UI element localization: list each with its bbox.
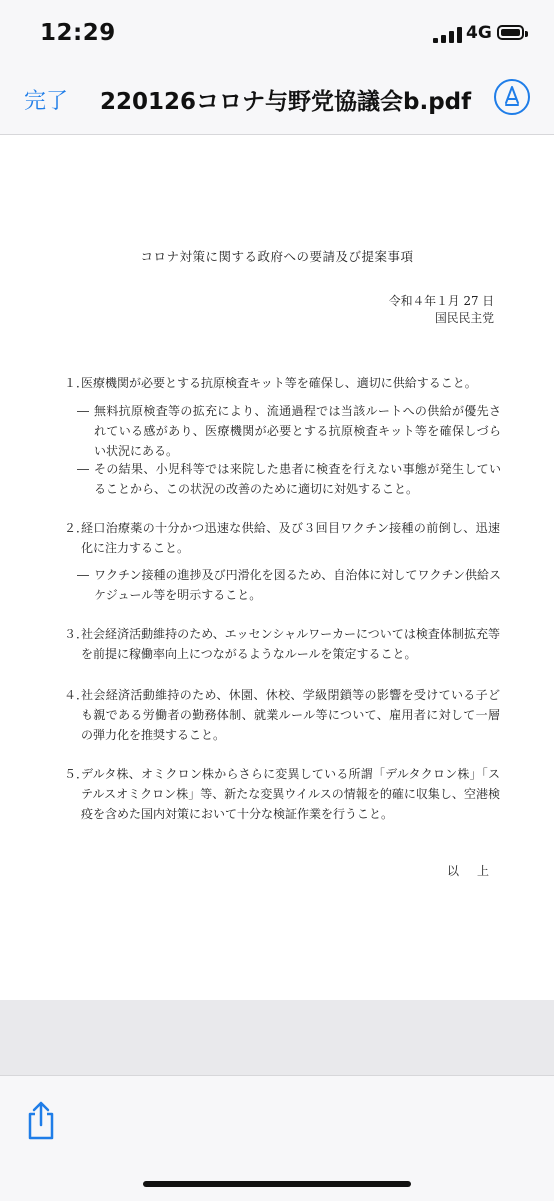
page-gap: [0, 1000, 554, 1075]
status-time: 12:29: [40, 20, 116, 46]
item-text: 経口治療薬の十分かつ迅速な供給、及び３回目ワクチン接種の前倒し、迅速化に注力すること。: [81, 521, 500, 555]
item-text: デルタ株、オミクロン株からさらに変異している所謂「デルタクロン株」「ステルスオミクロン株」等、新たな変異ウイルスの情報を的確に収集し、空港検疫を含めた国内対策において十分な検証作業を行うこと。: [81, 767, 500, 821]
document-filename: 220126コロナ与野党協議会b.pdf: [100, 89, 472, 115]
request-item: [64, 518, 500, 558]
sub-marker: ―: [77, 462, 89, 476]
markup-button[interactable]: [494, 79, 530, 115]
sub-marker: ―: [77, 404, 89, 418]
navigation-bar: [0, 66, 554, 135]
document-viewer[interactable]: [0, 135, 554, 1075]
document-author: 国民民主党: [435, 311, 494, 325]
share-button[interactable]: [25, 1100, 57, 1140]
bottom-toolbar: [0, 1075, 554, 1201]
item-number: ４．: [64, 688, 89, 702]
sub-marker: ―: [77, 568, 89, 582]
sub-item-text: ワクチン接種の進捗及び円滑化を図るため、自治体に対してワクチン供給スケジュール等を明示すること。: [94, 568, 501, 602]
item-text: 社会経済活動維持のため、休園、休校、学級閉鎖等の影響を受けている子ども親である労働者の勤務体制、就業ルール等について、雇用者に対して一層の弾力化を推奨すること。: [81, 688, 500, 742]
item-number: ２．: [64, 521, 89, 535]
request-item: [64, 764, 500, 824]
done-button[interactable]: 完了: [24, 84, 68, 115]
item-text: 医療機関が必要とする抗原検査キット等を確保し、適切に供給すること。: [81, 376, 477, 390]
pencil-tip-circle-icon: [503, 86, 521, 108]
share-icon: [25, 1100, 57, 1140]
sub-item: [77, 565, 501, 605]
item-number: ３．: [64, 627, 89, 641]
pdf-page: [0, 135, 554, 1000]
closing-mark: 以上: [447, 864, 508, 878]
item-text: 社会経済活動維持のため、エッセンシャルワーカーについては検査体制拡充等を前提に稼働率向上につながるようなルールを策定すること。: [81, 627, 500, 661]
network-type: 4G: [466, 23, 492, 43]
request-item: [64, 685, 500, 745]
item-number: ５．: [64, 767, 89, 781]
cellular-signal-icon: [433, 27, 465, 43]
status-bar: [0, 0, 554, 66]
sub-item: [77, 401, 501, 461]
sub-item-text: その結果、小児科等では来院した患者に検査を行えない事態が発生していることから、この状況の改善のために適切に対処すること。: [94, 462, 501, 496]
item-number: １．: [64, 376, 89, 390]
battery-icon: [497, 25, 524, 40]
sub-item-text: 無料抗原検査等の拡充により、流通過程では当該ルートへの供給が優先されている感があり、医療機関が必要とする抗原検査キット等を確保しづらい状況にある。: [94, 404, 501, 458]
sub-item: [77, 459, 501, 499]
request-item: [64, 624, 500, 664]
request-item: [64, 373, 500, 393]
document-date: 令和４年１月 27 日: [388, 294, 494, 308]
home-indicator[interactable]: [143, 1181, 411, 1187]
document-title: コロナ対策に関する政府への要請及び提案事項: [140, 249, 414, 264]
